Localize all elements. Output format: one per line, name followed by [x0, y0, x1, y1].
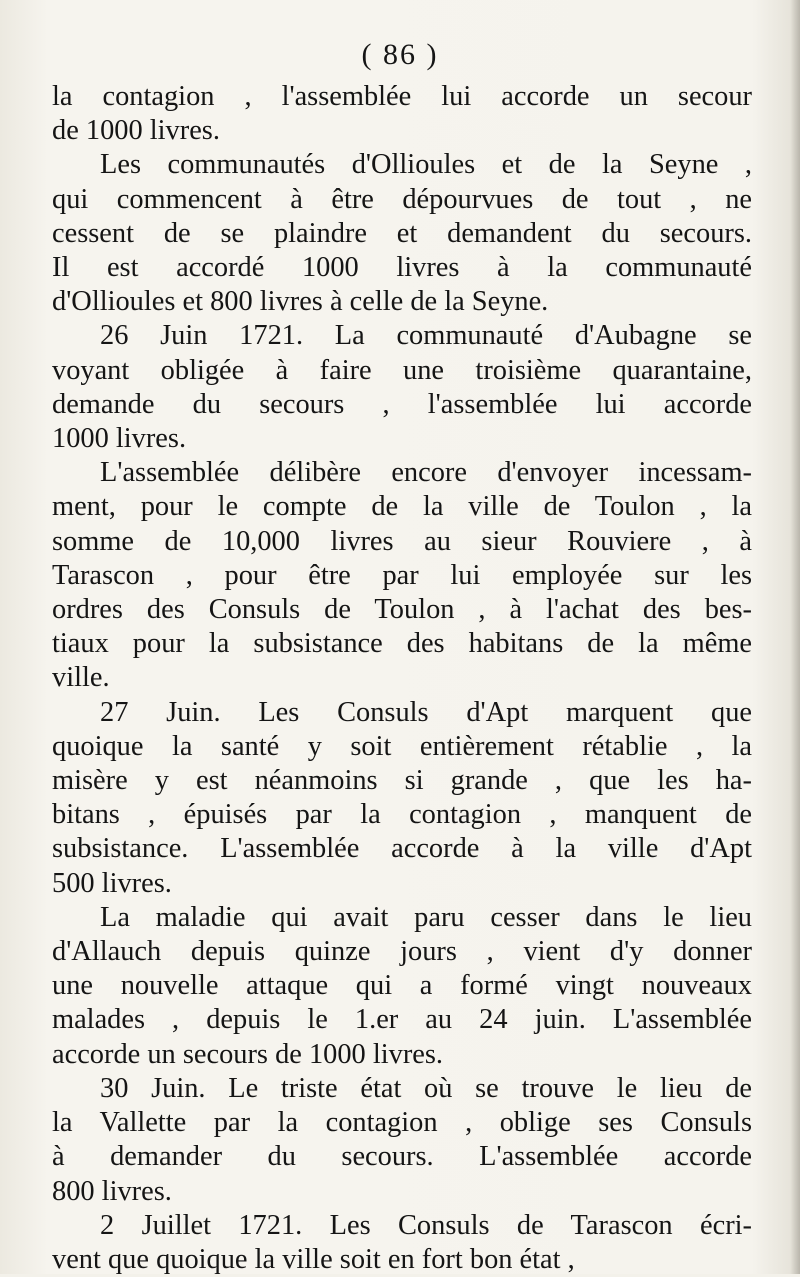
text-line: cessent de se plaindre et demandent du secours. — [52, 217, 752, 249]
text-line: ment, pour le compte de la ville de Toulon , la — [52, 491, 752, 523]
page-edge-shadow — [790, 0, 800, 1274]
paragraph — [52, 80, 752, 148]
text-line: ville. — [52, 662, 110, 694]
text-line: Il est accordé 1000 livres à la communauté — [52, 252, 752, 284]
text-line: malades , depuis le 1.er au 24 juin. L'assemblée — [52, 1004, 752, 1036]
text-line: la contagion , l'assemblée lui accorde un secour — [52, 81, 752, 112]
text-line: demande du secours , l'assemblée lui accorde — [52, 388, 752, 420]
paragraph — [52, 148, 752, 319]
text-line: Tarascon , pour être par lui employée sur les — [52, 559, 752, 591]
page-number: ( 86 ) — [361, 38, 439, 71]
text-line: à demander du secours. L'assemblée accorde — [52, 1141, 752, 1173]
text-line: 500 livres. — [52, 867, 172, 899]
text-line: d'Ollioules et 800 livres à celle de la Seyne. — [52, 286, 549, 318]
paragraph — [52, 319, 752, 456]
text-line: L'assemblée délibère encore d'envoyer incessam- — [100, 457, 752, 489]
text-line: 30 Juin. Le triste état où se trouve le lieu de — [100, 1072, 752, 1104]
text-line: 27 Juin. Les Consuls d'Apt marquent que — [100, 696, 752, 728]
text-line: subsistance. L'assemblée accorde à la ville d'Apt — [52, 833, 752, 865]
text-line: vent que quoique la ville soit en fort bon état , — [52, 1243, 575, 1275]
paragraph — [52, 901, 752, 1072]
paragraph — [52, 456, 752, 695]
text-line: La maladie qui avait paru cesser dans le lieu — [100, 901, 752, 933]
text-line: tiaux pour la subsistance des habitans de la même — [52, 628, 752, 660]
text-line: qui commencent à être dépourvues de tout , ne — [52, 183, 752, 215]
text-line: somme de 10,000 livres au sieur Rouviere , à — [52, 525, 752, 557]
text-line: d'Allauch depuis quinze jours , vient d'y donner — [52, 936, 752, 968]
paragraph — [52, 696, 752, 901]
text-line: accorde un secours de 1000 livres. — [52, 1038, 444, 1070]
text-line: voyant obligée à faire une troisième quarantaine, — [52, 354, 752, 386]
body-text — [52, 80, 752, 1277]
text-line: quoique la santé y soit entièrement rétablie , la — [52, 730, 752, 762]
text-line: la Vallette par la contagion , oblige ses Consuls — [52, 1107, 752, 1139]
paragraph — [52, 1072, 752, 1209]
text-line: 1000 livres. — [52, 423, 187, 455]
text-line: de 1000 livres. — [52, 115, 220, 147]
text-line: misère y est néanmoins si grande , que les ha- — [52, 765, 752, 797]
text-line: une nouvelle attaque qui a formé vingt nouveaux — [52, 970, 752, 1002]
text-line: ordres des Consuls de Toulon , à l'achat des bes- — [52, 594, 752, 626]
text-line: 800 livres. — [52, 1175, 172, 1207]
text-line: bitans , épuisés par la contagion , manquent de — [52, 799, 752, 831]
text-line: 26 Juin 1721. La communauté d'Aubagne se — [100, 320, 752, 352]
paragraph — [52, 1209, 752, 1277]
text-line: 2 Juillet 1721. Les Consuls de Tarascon écri- — [100, 1209, 752, 1241]
text-line: Les communautés d'Ollioules et de la Seyne , — [100, 149, 752, 181]
